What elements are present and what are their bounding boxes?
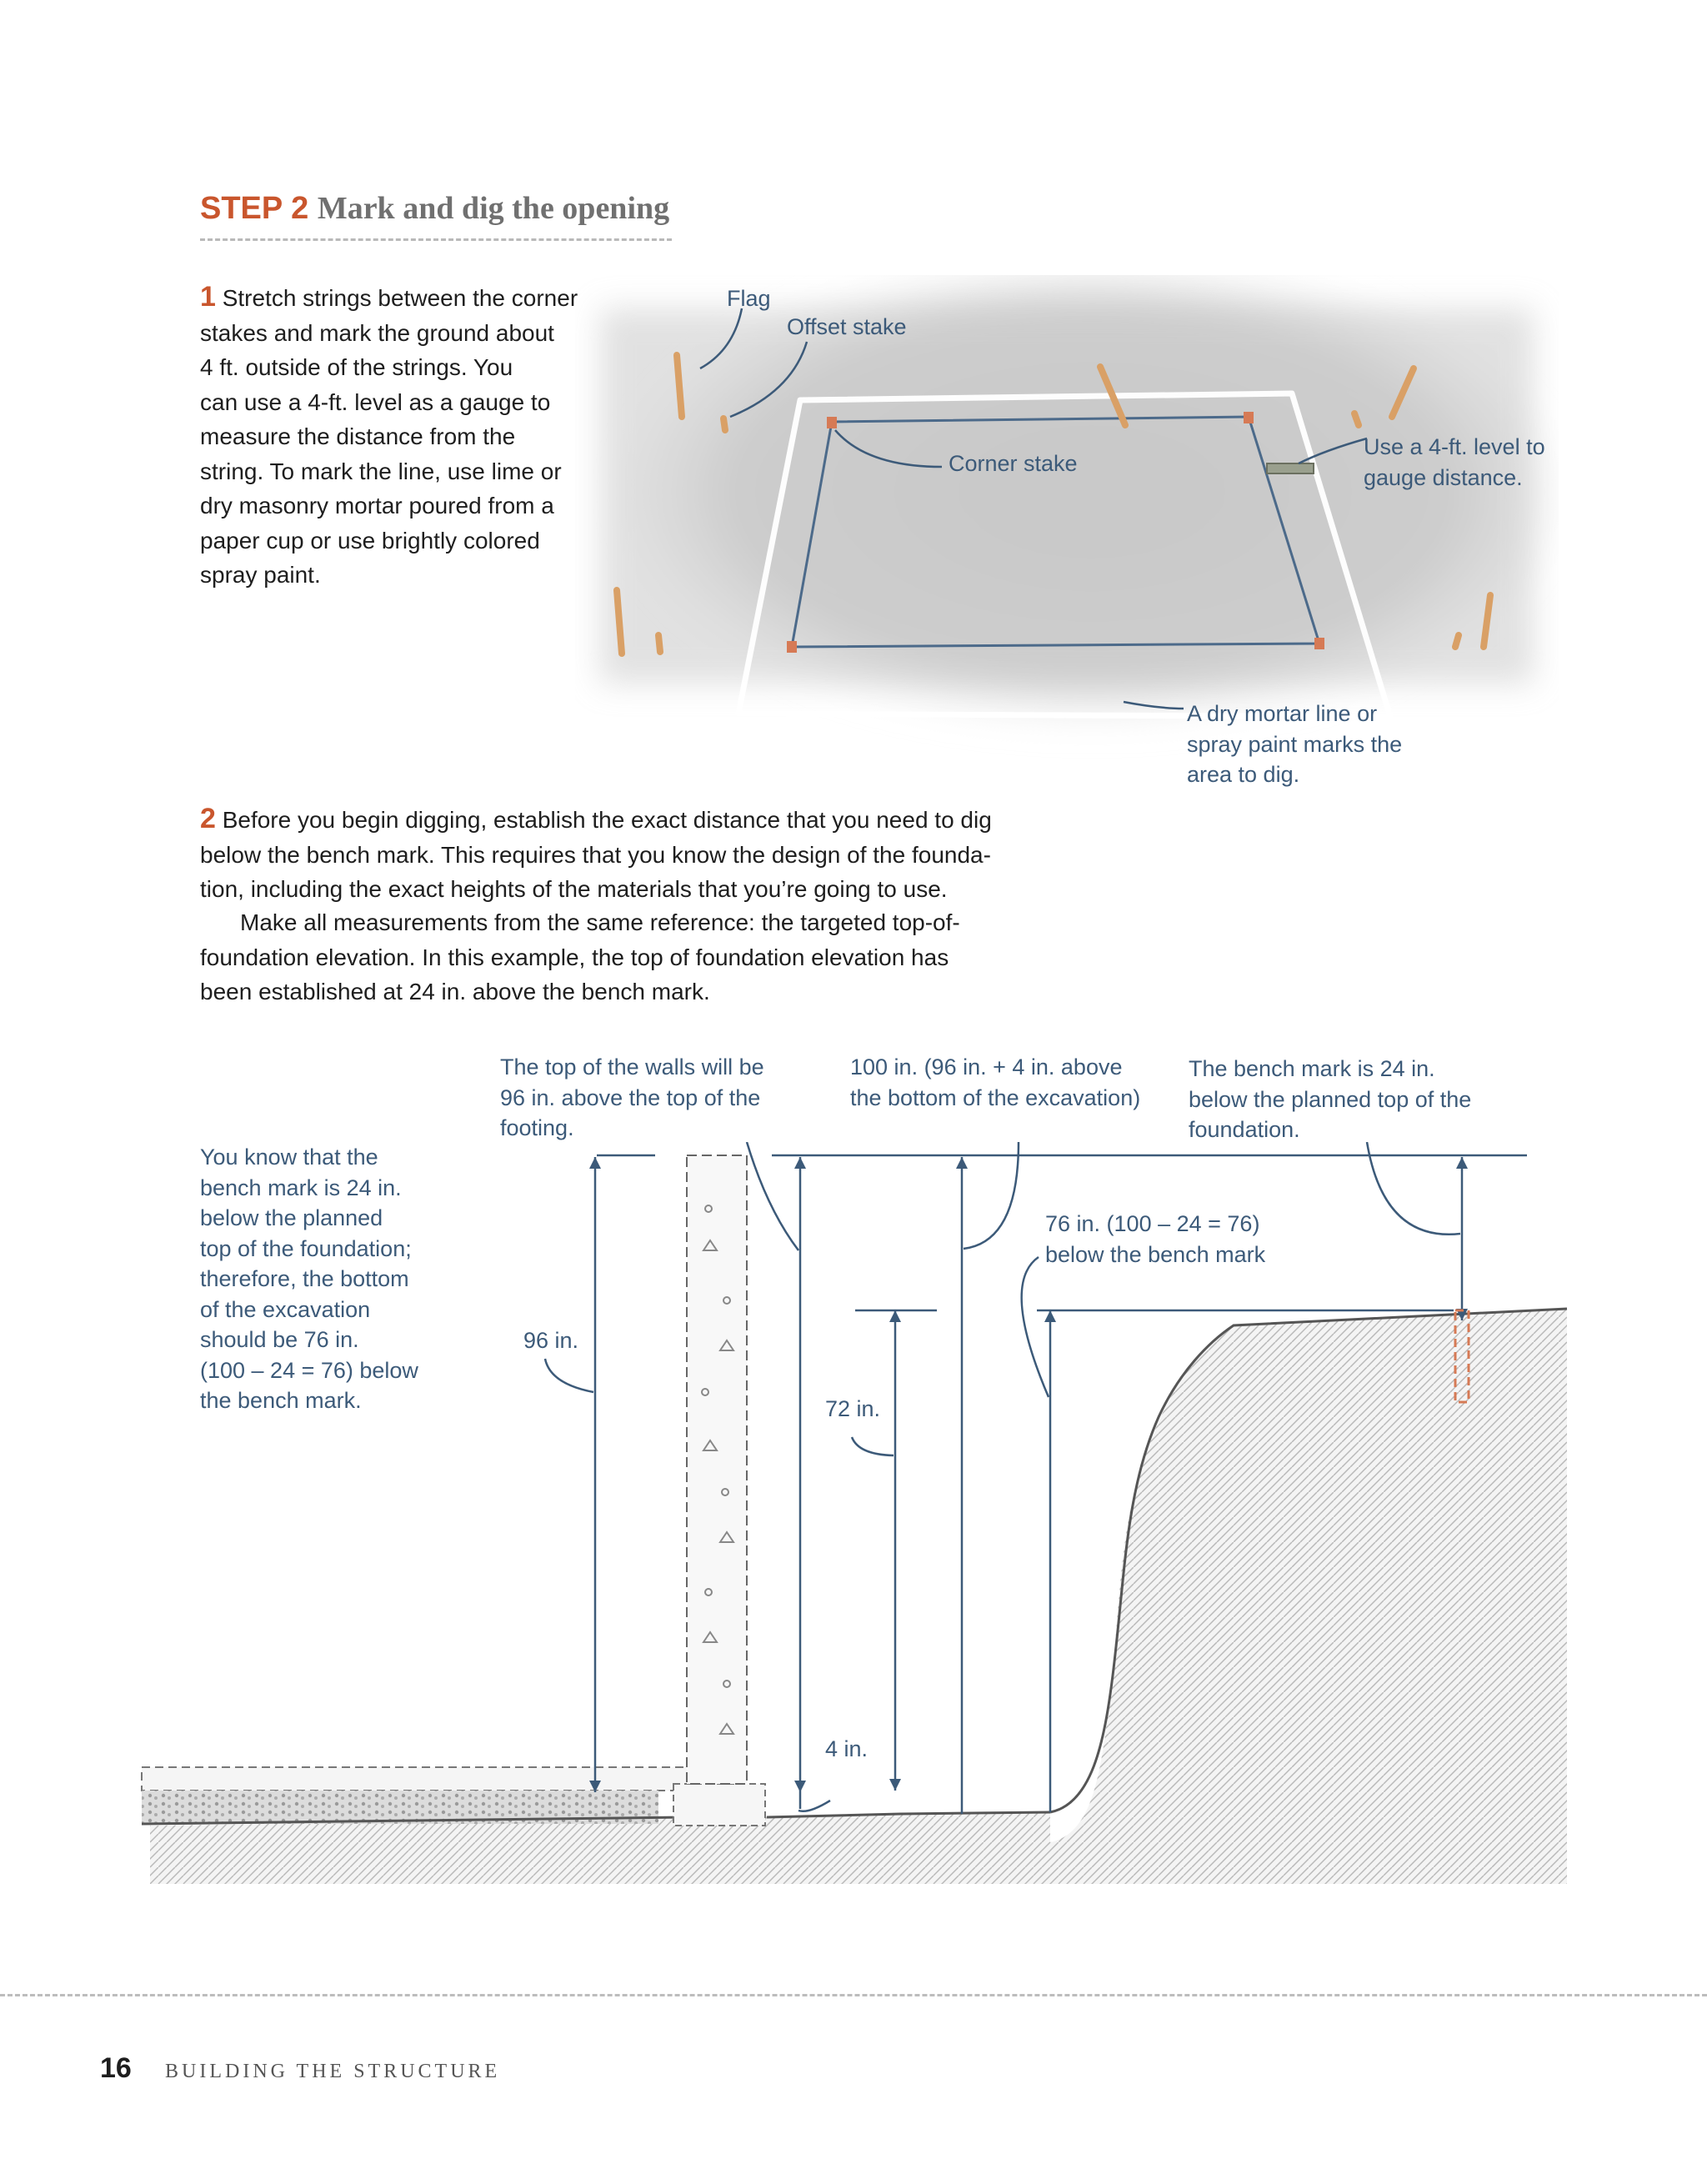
flag-label: Flag — [727, 286, 771, 311]
page-number: 16 — [100, 2052, 132, 2084]
paragraph-2 — [200, 802, 1117, 907]
corner-stake-marker — [787, 641, 797, 653]
step-title: Mark and dig the opening — [317, 191, 670, 226]
heading-divider — [200, 238, 672, 241]
running-head: BUILDING THE STRUCTURE — [165, 2061, 501, 2082]
left-note: You know that the bench mark is 24 in. below the planned top of the foundation; therefore, the bottom of the excavation should be 76 in. (100 – 24 = 76) below the bench mark. — [200, 1145, 418, 1413]
hundred-inch-note: 100 in. (96 in. + 4 in. above the bottom of the excavation) — [850, 1054, 1141, 1110]
offset-stake-label: Offset stake — [787, 314, 907, 339]
corner-stake-label: Corner stake — [949, 451, 1078, 476]
footer-divider — [0, 1994, 1707, 1996]
level-label: Use a 4-ft. level to gauge distance. — [1364, 434, 1545, 490]
seventy-six-inch-note: 76 in. (100 – 24 = 76) below the bench mark — [1045, 1211, 1266, 1267]
dimension-72-label: 72 in. — [825, 1396, 881, 1421]
bench-mark-note: The bench mark is 24 in. below the planned top of the foundation. — [1189, 1056, 1472, 1142]
step-label: STEP 2 — [200, 191, 309, 226]
paragraph-1 — [200, 280, 633, 593]
paragraph-1-text: Stretch strings between the corner stakes and mark the ground about 4 ft. outside of the strings. You can use a 4-ft. level as a gauge to measure the distance from the string. To mark the line, use lime or dry masonry mortar poured from a paper cup or use brightly colored spray paint. — [200, 285, 578, 588]
paragraph-2-number: 2 — [200, 803, 216, 834]
step-heading — [200, 190, 669, 227]
dimension-4-label: 4 in. — [825, 1736, 869, 1761]
corner-stake-marker — [1314, 638, 1324, 649]
dimension-96-label: 96 in. — [523, 1328, 579, 1353]
mortar-line-label: A dry mortar line or spray paint marks the area to dig. — [1187, 701, 1403, 787]
paragraph-1-number: 1 — [200, 281, 216, 313]
corner-stake-marker — [827, 417, 837, 428]
paragraph-2-text: Before you begin digging, establish the exact distance that you need to dig below the bench mark. This requires that you know the design of the founda- tion, including the exact heights of the materials that you’re going to use. — [200, 807, 992, 902]
paragraph-2-continued: Make all measurements from the same reference: the targeted top-of- foundation elevation. In this example, the top of foundation elevation has been established at 24 in. above the bench mark. — [200, 909, 960, 1004]
corner-stake-marker — [1244, 412, 1254, 423]
walls-note: The top of the walls will be 96 in. above the top of the footing. — [500, 1054, 764, 1140]
